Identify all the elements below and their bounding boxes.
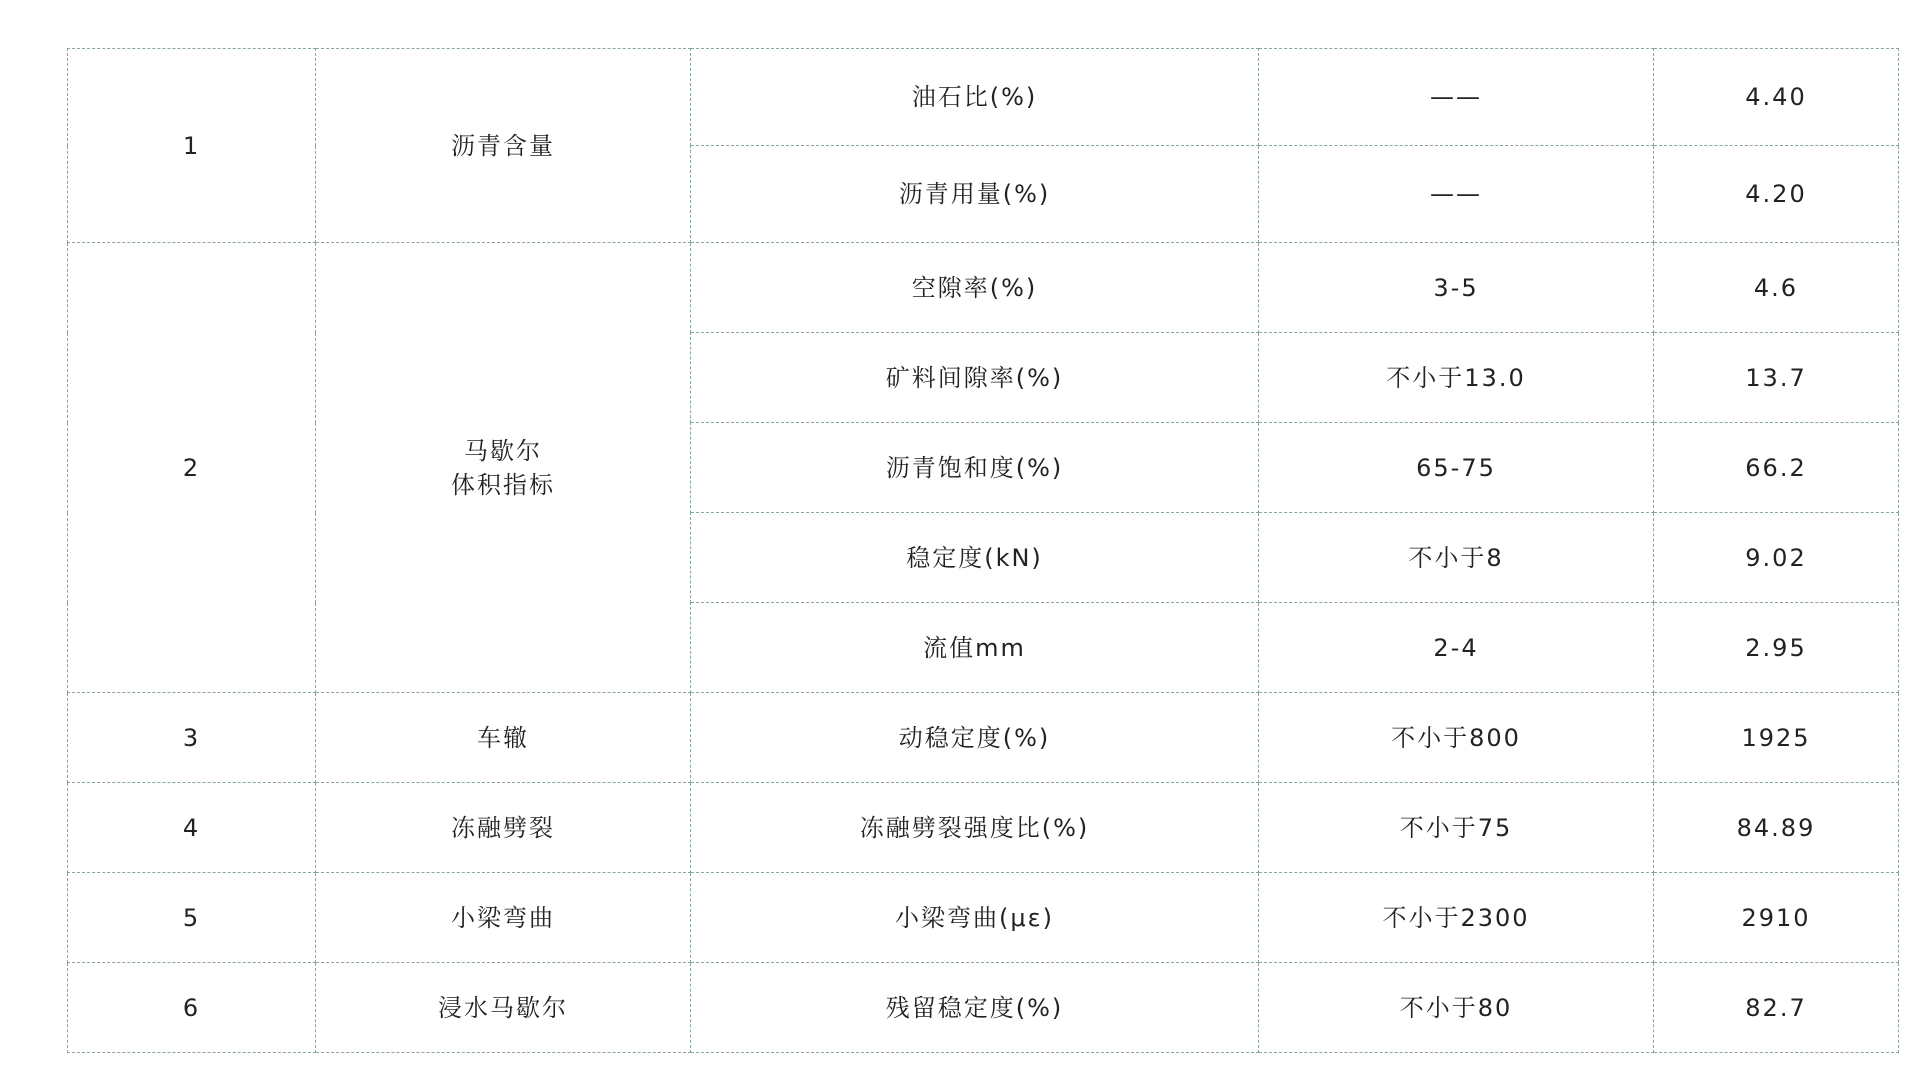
row-number-cell: 6 [68,963,316,1053]
indicator-cell: 残留稳定度(%) [691,963,1259,1053]
test-results-table-container [67,48,1898,1053]
result-cell: 4.40 [1654,49,1899,146]
requirement-cell: 不小于13.0 [1259,333,1654,423]
row-number-cell: 1 [68,49,316,243]
indicator-cell: 稳定度(kN) [691,513,1259,603]
indicator-cell: 小梁弯曲(με) [691,873,1259,963]
requirement-cell: 不小于80 [1259,963,1654,1053]
indicator-cell: 空隙率(%) [691,243,1259,333]
test-item-cell: 冻融劈裂 [316,783,691,873]
requirement-cell: 2-4 [1259,603,1654,693]
requirement-cell: 不小于800 [1259,693,1654,783]
requirement-cell: —— [1259,49,1654,146]
table-row [68,873,1899,963]
result-cell: 66.2 [1654,423,1899,513]
result-cell: 2910 [1654,873,1899,963]
result-cell: 9.02 [1654,513,1899,603]
test-item-cell: 马歇尔 体积指标 [316,243,691,693]
indicator-cell: 流值mm [691,603,1259,693]
row-number-cell: 3 [68,693,316,783]
result-cell: 4.6 [1654,243,1899,333]
test-item-cell: 浸水马歇尔 [316,963,691,1053]
test-item-cell: 车辙 [316,693,691,783]
result-cell: 84.89 [1654,783,1899,873]
result-cell: 1925 [1654,693,1899,783]
result-cell: 82.7 [1654,963,1899,1053]
result-cell: 2.95 [1654,603,1899,693]
test-item-cell: 小梁弯曲 [316,873,691,963]
table-row [68,693,1899,783]
indicator-cell: 动稳定度(%) [691,693,1259,783]
indicator-cell: 沥青饱和度(%) [691,423,1259,513]
row-number-cell: 2 [68,243,316,693]
requirement-cell: 不小于2300 [1259,873,1654,963]
indicator-cell: 冻融劈裂强度比(%) [691,783,1259,873]
table-row [68,963,1899,1053]
row-number-cell: 4 [68,783,316,873]
result-cell: 13.7 [1654,333,1899,423]
indicator-cell: 油石比(%) [691,49,1259,146]
row-number-cell: 5 [68,873,316,963]
test-item-cell: 沥青含量 [316,49,691,243]
requirement-cell: 不小于8 [1259,513,1654,603]
requirement-cell: —— [1259,146,1654,243]
table-row [68,243,1899,333]
requirement-cell: 3-5 [1259,243,1654,333]
indicator-cell: 沥青用量(%) [691,146,1259,243]
indicator-cell: 矿料间隙率(%) [691,333,1259,423]
table-row [68,49,1899,146]
requirement-cell: 65-75 [1259,423,1654,513]
table-row [68,783,1899,873]
test-results-table [67,48,1899,1053]
result-cell: 4.20 [1654,146,1899,243]
requirement-cell: 不小于75 [1259,783,1654,873]
